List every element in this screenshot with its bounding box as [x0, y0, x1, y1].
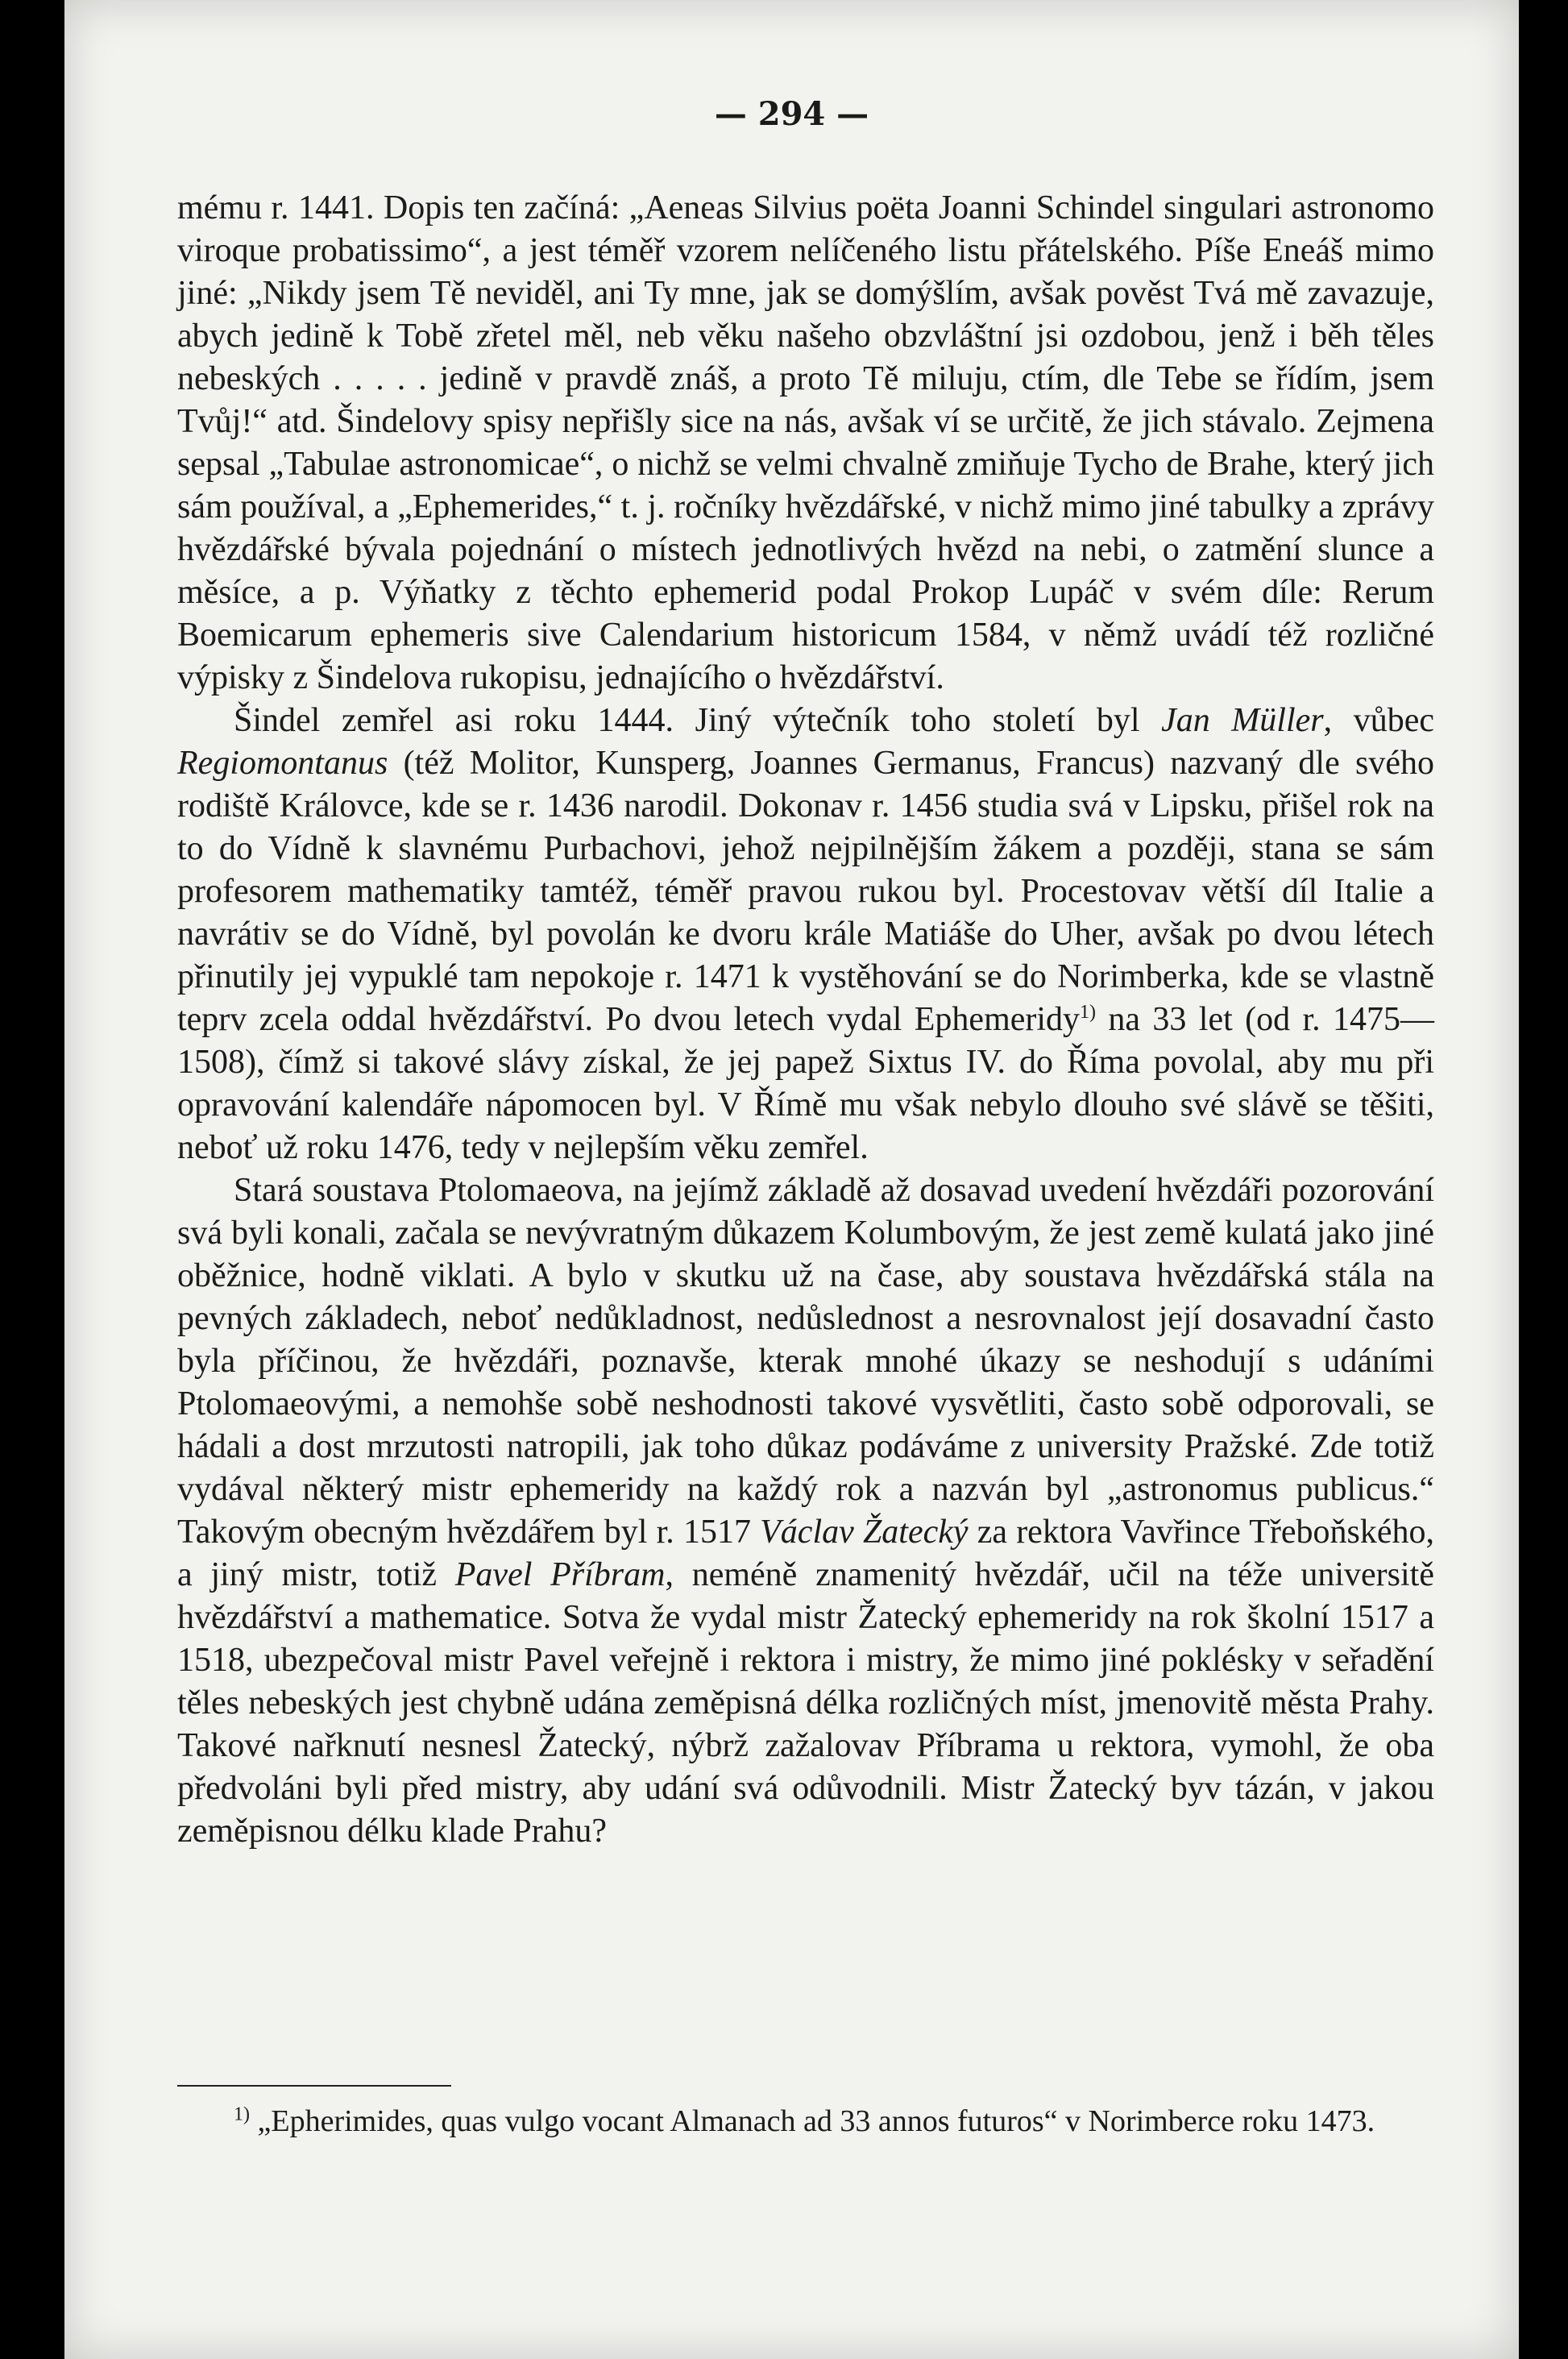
text-run: (též Molitor, Kunsperg, Joannes Germanus, Francus) nazvaný dle svého rodiště Královce, kde se r. 1436 narodil. Dokonav r. 1456 studia svá v Lipsku, přišel rok na to do Vídně k slavnému Purbachovi, jehož nejpilnějším žákem a později, stana se sám profesorem mathematiky tamtéž, téměř pravou rukou byl. Procestovav větší díl Italie a navrátiv se do Vídně, byl povolán ke dvoru krále Matiáše do Uher, avšak po dvou létech přinutily jej vypuklé tam nepokoje r. 1471 k vystěhování se do Norimberka, kde se vlastně teprv zcela oddal hvězdářství. Po dvou letech vydal Ephemeridy [177, 745, 1434, 1038]
footnote-text: „Epherimides, quas vulgo vocant Almanach ad 33 annos futuros“ v Norimberce roku 1473. [250, 2104, 1375, 2138]
text-run: za rektora Vavřince Třeboňského, a jiný mistr, totiž [177, 1514, 1435, 1593]
body-text [177, 187, 1434, 1853]
footnote-marker: 1) [234, 2104, 250, 2125]
text-run: , neméně znamenitý hvězdář, učil na téže universitě hvězdářství a mathematice. Sotva že vydal mistr Žatecký ephemeridy na rok školní 1517 a 1518, ubezpečoval mistr Pavel veřejně i rektora i mistry, že mimo jiné poklésky v seřadění těles nebeských jest chybně udána zeměpisná délka rozličných míst, jmenovitě města Prahy. Takové nařknutí nesnesl Žatecký, nýbrž zažalovav Příbrama u rektora, vymohl, že oba předvoláni byli před mistry, aby udání svá odůvodnili. Mistr Žatecký byv tázán, v jakou zeměpisnou délku klade Prahu? [177, 1556, 1434, 1850]
italic-name: Regiomontanus [177, 745, 388, 782]
paragraph [177, 700, 1434, 1169]
page-number: — 294 — [714, 95, 869, 133]
paragraph [177, 1169, 1434, 1853]
footnote-reference: 1) [1080, 1002, 1097, 1023]
italic-name: Pavel Příbram [454, 1556, 666, 1593]
footnote [177, 2100, 1434, 2142]
book-page [64, 0, 1519, 2359]
footnote-separator [177, 2085, 451, 2087]
text-run: , vůbec [1323, 702, 1434, 739]
text-run: Šindel zemřel asi roku 1444. Jiný výtečník toho století byl [234, 702, 1162, 739]
italic-name: Jan Müller [1161, 702, 1324, 739]
text-run: Stará soustava Ptolomaeova, na jejímž základě až dosavad uvedení hvězdáři pozorování svá byli konali, začala se nevývratným důkazem Kolumbovým, že jest země kulatá jako jiné oběžnice, hodně viklati. A bylo v skutku už na čase, aby soustava hvězdářská stála na pevných základech, neboť nedůkladnost, nedůslednost a nesrovnalost její dosavadní často byla příčinou, že hvězdáři, poznavše, kterak mnohé úkazy se neshodují s udáními Ptolomaeovými, a nemohše sobě neshodnosti takové vysvětliti, často sobě odporovali, se hádali a dost mrzutosti natropili, jak toho důkaz podáváme z university Pražské. Zde totiž vydával některý mistr ephemeridy na každý rok a nazván byl „astronomus publicus.“ Takovým obecným hvězdářem byl r. 1517 [177, 1172, 1434, 1551]
italic-name: Václav Žatecký [760, 1514, 969, 1551]
paragraph [177, 187, 1434, 700]
text-run: na 33 let (od r. 1475—1508), čímž si takové slávy získal, že jej papež Sixtus IV. do Říma povolal, aby mu při opravování kalendáře nápomocen byl. V Římě mu však nebylo dlouho své slávě se těšiti, neboť už roku 1476, tedy v nejlepším věku zemřel. [177, 1001, 1434, 1166]
text-run: mému r. 1441. Dopis ten začíná: „Aeneas Silvius poëta Joanni Schindel singulari astronomo viroque probatissimo“, a jest téměř vzorem nelíčeného listu přátelského. Píše Eneáš mimo jiné: „Nikdy jsem Tě neviděl, ani Ty mne, jak se domýšlím, avšak pověst Tvá mě zavazuje, abych jedině k Tobě zřetel měl, neb věku našeho obzvláštní jsi ozdobou, jenž i běh těles nebeských . . . . . jedině v pravdě znáš, a proto Tě miluju, ctím, dle Tebe se řídím, jsem Tvůj!“ atd. Šindelovy spisy nepřišly sice na nás, avšak ví se určitě, že jich stávalo. Zejmena sepsal „Tabulae astronomicae“, o nichž se velmi chvalně zmiňuje Tycho de Brahe, který jich sám používal, a „Ephemerides,“ t. j. ročníky hvězdářské, v nichž mimo jiné tabulky a zprávy hvězdářské bývala pojednání o místech jednotlivých hvězd na nebi, o zatmění slunce a měsíce, a p. Výňatky z těchto ephemerid podal Prokop Lupáč v svém díle: Rerum Boemicarum ephemeris sive Calendarium historicum 1584, v němž uvádí též rozličné výpisky z Šindelova rukopisu, jednajícího o hvězdářství. [177, 189, 1434, 696]
